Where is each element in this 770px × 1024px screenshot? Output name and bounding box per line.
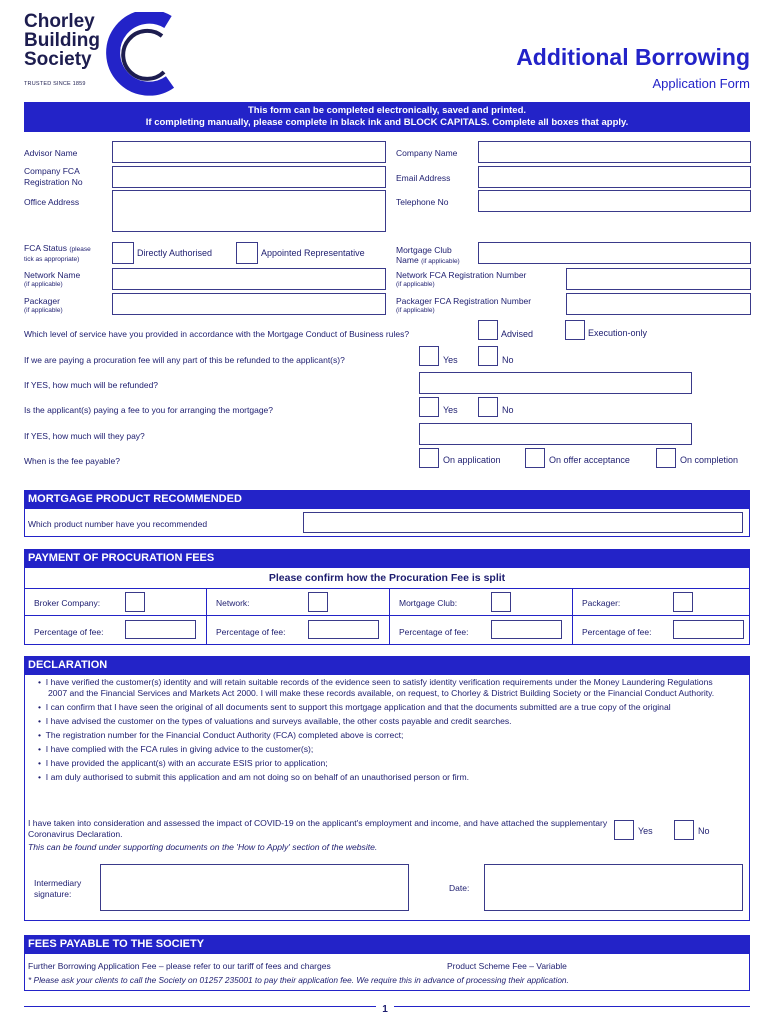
packager-label (24, 296, 63, 316)
signature-line1: Intermediary (34, 878, 82, 888)
proc-refund-yes-checkbox[interactable] (419, 346, 439, 366)
declaration-list (28, 677, 718, 783)
appointed-rep-checkbox[interactable] (236, 242, 258, 264)
declaration-item-text: I have complied with the FCA rules in giving advice to the customer(s); (45, 744, 314, 754)
mortgage-club-fee-label: Mortgage Club: (399, 598, 458, 608)
office-address-input[interactable] (112, 190, 386, 232)
declaration-item: • I have provided the applicant(s) with an accurate ESIS prior to application; (38, 758, 328, 768)
applicant-fee-question: Is the applicant(s) paying a fee to you for arranging the mortgage? (24, 405, 274, 415)
covid-yes-label: Yes (638, 826, 653, 836)
procuration-grid-vline (389, 588, 390, 645)
declaration-item: • I am duly authorised to submit this application and am not doing so on behalf of an unauthorised person or firm. (38, 772, 470, 782)
network-label: Network: (216, 598, 250, 608)
declaration-item: • The registration number for the Financial Conduct Authority (FCA) completed above is correct; (38, 730, 404, 740)
service-level-question: Which level of service have you provided in accordance with the Mortgage Conduct of Business rules? (24, 329, 410, 339)
network-name-note: (if applicable) (24, 281, 63, 288)
product-number-input[interactable] (303, 512, 743, 533)
packager-percentage-input[interactable] (673, 620, 744, 639)
page-subtitle: Application Form (652, 76, 750, 91)
procuration-grid-vline (206, 588, 207, 645)
proc-refund-question: If we are paying a procuration fee will any part of this be refunded to the applicant(s)? (24, 355, 345, 365)
covid-no-label: No (698, 826, 710, 836)
date-label: Date: (449, 883, 470, 893)
execution-only-checkbox[interactable] (565, 320, 585, 340)
network-fca-note: (if applicable) (396, 281, 435, 288)
broker-company-checkbox[interactable] (125, 592, 145, 612)
covid-no-checkbox[interactable] (674, 820, 694, 840)
proc-refund-no-label: No (502, 355, 514, 365)
mortgage-club-note: (if applicable) (421, 258, 460, 265)
on-completion-label: On completion (680, 455, 739, 465)
fee-amount-label: If YES, how much will they pay? (24, 431, 145, 441)
mortgage-club-line2: Name (396, 255, 419, 265)
network-name-label (24, 270, 80, 290)
packager-fca-label (396, 296, 531, 316)
on-offer-label: On offer acceptance (549, 455, 630, 465)
logo-line1: Chorley (24, 11, 95, 32)
telephone-label: Telephone No (396, 197, 449, 207)
company-fca-line2: Registration No (24, 177, 83, 187)
logo-c-mark-icon (106, 12, 192, 96)
club-percentage-input[interactable] (491, 620, 562, 639)
network-fca-text: Network FCA Registration Number (396, 270, 527, 280)
office-address-label: Office Address (24, 197, 80, 207)
fca-status-text: FCA Status (24, 243, 67, 253)
page-title: Additional Borrowing (516, 44, 750, 70)
logo-text (24, 12, 100, 69)
packager-fca-note: (if applicable) (396, 307, 435, 314)
company-name-input[interactable] (478, 141, 751, 163)
refund-amount-label: If YES, how much will be refunded? (24, 380, 159, 390)
mortgage-club-line1: Mortgage Club (396, 245, 452, 255)
advisor-name-input[interactable] (112, 141, 386, 163)
refund-amount-input[interactable] (419, 372, 692, 394)
fca-status-note1: (please (69, 246, 91, 253)
procuration-grid-hline (24, 588, 750, 589)
banner-line1: This form can be completed electronically, saved and printed. (247, 105, 527, 116)
signature-input[interactable] (100, 864, 409, 911)
banner-line2: If completing manually, please complete in black ink and BLOCK CAPITALS. Complete all boxes that apply. (145, 117, 629, 128)
network-name-input[interactable] (112, 268, 386, 290)
network-fca-label (396, 270, 526, 290)
packager-text: Packager (24, 296, 60, 306)
declaration-item: • I have complied with the FCA rules in giving advice to the customer(s); (38, 744, 314, 754)
network-percentage-label: Percentage of fee: (216, 627, 286, 637)
packager-fca-input[interactable] (566, 293, 751, 315)
product-question: Which product number have you recommended (28, 519, 208, 529)
packager-checkbox[interactable] (673, 592, 693, 612)
declaration-item-text: I have provided the applicant(s) with an accurate ESIS prior to application; (45, 758, 328, 768)
further-borrowing-fee: Further Borrowing Application Fee – please refer to our tariff of fees and charges (28, 961, 331, 971)
logo-line3: Society (24, 49, 92, 70)
covid-yes-checkbox[interactable] (614, 820, 634, 840)
directly-authorised-checkbox[interactable] (112, 242, 134, 264)
directly-authorised-label: Directly Authorised (137, 248, 213, 258)
on-application-label: On application (443, 455, 501, 465)
covid-statement: I have taken into consideration and assessed the impact of COVID-19 on the applicant's employment and income, and have attached the supplementary Coronavirus Declaration. (28, 818, 608, 839)
network-fca-input[interactable] (566, 268, 751, 290)
packager-fee-label: Packager: (582, 598, 621, 608)
covid-note: This can be found under supporting documents on the 'How to Apply' section of the website. (28, 842, 378, 852)
packager-fca-text: Packager FCA Registration Number (396, 296, 532, 306)
declaration-item: • I have advised the customer on the types of valuations and surveys available, the other costs payable and credit searches. (38, 716, 512, 726)
procuration-heading: PAYMENT OF PROCURATION FEES (24, 549, 750, 568)
date-input[interactable] (484, 864, 743, 911)
company-fca-input[interactable] (112, 166, 386, 188)
procuration-subheading: Please confirm how the Procuration Fee is split (268, 572, 506, 584)
telephone-input[interactable] (478, 190, 751, 212)
declaration-heading: DECLARATION (24, 656, 750, 675)
declaration-item-text: The registration number for the Financial Conduct Authority (FCA) completed above is correct; (45, 730, 404, 740)
applicant-fee-no-label: No (502, 405, 514, 415)
logo (24, 12, 194, 92)
procuration-grid-vline (572, 588, 573, 645)
procuration-grid-hline (24, 615, 750, 616)
applicant-fee-no-checkbox[interactable] (478, 397, 498, 417)
on-completion-checkbox[interactable] (656, 448, 676, 468)
broker-company-label: Broker Company: (34, 598, 101, 608)
fees-heading: FEES PAYABLE TO THE SOCIETY (24, 935, 750, 954)
fee-amount-input[interactable] (419, 423, 692, 445)
company-name-label: Company Name (396, 148, 458, 158)
on-application-checkbox[interactable] (419, 448, 439, 468)
network-percentage-input[interactable] (308, 620, 379, 639)
execution-only-label: Execution-only (588, 328, 648, 338)
broker-percentage-input[interactable] (125, 620, 196, 639)
broker-percentage-label: Percentage of fee: (34, 627, 104, 637)
fca-status-note2: tick as appropriate) (24, 256, 80, 263)
on-offer-checkbox[interactable] (525, 448, 545, 468)
page-number: 1 (376, 1004, 394, 1015)
fee-payment-note: * Please ask your clients to call the Society on 01257 235001 to pay their application fee. We require this in advance of processing their application. (28, 975, 569, 985)
applicant-fee-yes-checkbox[interactable] (419, 397, 439, 417)
proc-refund-yes-label: Yes (443, 355, 458, 365)
mortgage-club-label (396, 245, 460, 267)
mortgage-club-checkbox[interactable] (491, 592, 511, 612)
club-percentage-label: Percentage of fee: (399, 627, 469, 637)
declaration-item-text: I can confirm that I have seen the original of all documents sent to support this mortgage application and that the documents submitted are a true copy of the original (45, 702, 671, 712)
product-scheme-fee: Product Scheme Fee – Variable (447, 961, 567, 971)
fca-status-label (24, 243, 91, 265)
declaration-item-text: I have advised the customer on the types of valuations and surveys available, the other costs payable and credit searches. (45, 716, 512, 726)
company-fca-label (24, 166, 83, 187)
declaration-item-text: I am duly authorised to submit this application and am not doing so on behalf of an unauthorised person or firm. (45, 772, 470, 782)
email-input[interactable] (478, 166, 751, 188)
signature-line2: signature: (34, 889, 72, 899)
advisor-name-label: Advisor Name (24, 148, 78, 158)
fee-when-label: When is the fee payable? (24, 456, 120, 466)
appointed-rep-label: Appointed Representative (261, 248, 365, 258)
applicant-fee-yes-label: Yes (443, 405, 458, 415)
declaration-item: • I have verified the customer(s) identity and will retain suitable records of the evidence seen to satisfy identity verification requirements under the Money Laundering Regulations 2007 and the Financial Services and Markets Act 2000. I will make these records available, on request, to Chorley & District Building Society or the Financial Conduct Authority. (38, 677, 715, 698)
packager-note: (if applicable) (24, 307, 63, 314)
advised-checkbox[interactable] (478, 320, 498, 340)
network-checkbox[interactable] (308, 592, 328, 612)
advised-label: Advised (501, 329, 534, 339)
proc-refund-no-checkbox[interactable] (478, 346, 498, 366)
declaration-item-text: I have verified the customer(s) identity and will retain suitable records of the evidence seen to satisfy identity verification requirements under the Money Laundering Regulations 2007 and the Financial Services and Markets Act 2000. I will make these records available, on request, to Chorley & District Building Society or the Financial Conduct Authority. (45, 677, 715, 698)
instructions-banner (24, 102, 750, 132)
packager-percentage-label: Percentage of fee: (582, 627, 652, 637)
mortgage-club-input[interactable] (478, 242, 751, 264)
network-name-text: Network Name (24, 270, 81, 280)
packager-input[interactable] (112, 293, 386, 315)
email-label: Email Address (396, 173, 451, 183)
declaration-item: • I can confirm that I have seen the original of all documents sent to support this mortgage application and that the documents submitted are a true copy of the original (38, 702, 671, 712)
logo-line2: Building (24, 30, 100, 51)
company-fca-line1: Company FCA (24, 166, 80, 176)
signature-label (34, 878, 81, 899)
logo-tagline: TRUSTED SINCE 1859 (24, 81, 86, 87)
product-heading: MORTGAGE PRODUCT RECOMMENDED (24, 490, 750, 509)
